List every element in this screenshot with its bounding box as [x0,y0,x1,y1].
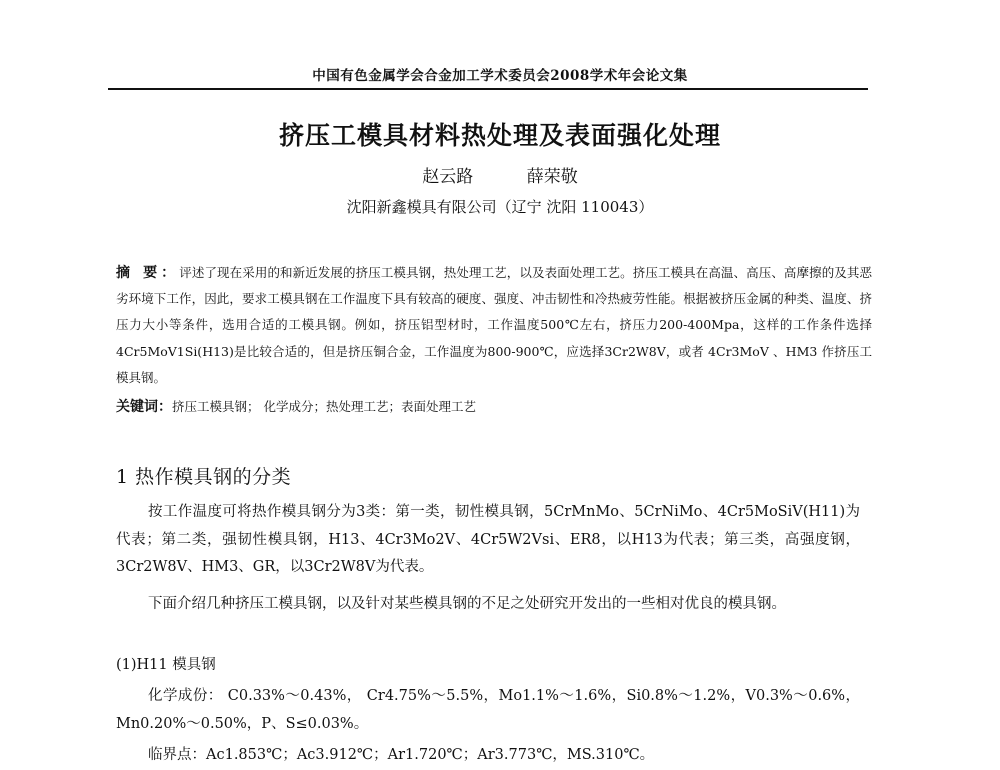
header-rule [108,88,868,90]
section-heading: 1 热作模具钢的分类 [116,466,292,488]
subsection-heading: (1)H11 模具钢 [116,657,216,673]
keywords-label: 关键词： [116,399,172,415]
running-header: 中国有色金属学会合金加工学术委员会2008学术年会论文集 [312,68,688,84]
author-name: 赵云路 [422,167,474,187]
author-name: 薛荣敬 [526,167,578,187]
abstract [116,260,872,391]
paragraph: 临界点：Ac1.853℃；Ac3.912℃；Ar1.720℃；Ar3.773℃，MS.310℃。 [148,747,655,763]
abstract-text: 评述了现在采用的和新近发展的挤压工模具钢，热处理工艺，以及表面处理工艺。挤压工模具在高温、高压、高摩擦的及其恶劣环境下工作，因此，要求工模具钢在工作温度下具有较高的硬度、强度、冲击韧性和冷热疲劳性能。根据被挤压金属的种类、温度、挤压力大小等条件，选用合适的工模具钢。例如，挤压铝型材时，工作温度500℃左右，挤压力200-400Mpa，这样的工作条件选择4Cr5MoV1Si(H13)是比较合适的，但是挤压铜合金，工作温度为800-900℃，应选择3Cr2W8V，或者 4Cr3MoV 、HM3 作挤压工模具钢。 [116,265,872,385]
paragraph: 化学成份： C0.33%～0.43%， Cr4.75%～5.5%，Mo1.1%～1.6%，Si0.8%～1.2%，V0.3%～0.6%，Mn0.20%～0.50%，P、S≤0.03%。 [116,688,860,732]
paragraph: 按工作温度可将热作模具钢分为3类：第一类，韧性模具钢，5CrMnMo、5CrNiMo、4Cr5MoSiV(H11)为代表；第二类，强韧性模具钢，H13、4Cr3Mo2V、4Cr5W2Vsi、ER8，以H13为代表；第三类，高强度钢，3Cr2W8V、HM3、GR，以3Cr2W8V为代表。 [116,504,860,575]
paragraph: 下面介绍几种挤压工模具钢，以及针对某些模具钢的不足之处研究开发出的一些相对优良的模具钢。 [148,596,786,612]
abstract-label: 摘 要： [116,265,180,281]
affiliation: 沈阳新鑫模具有限公司（辽宁 沈阳 110043） [346,198,654,216]
keywords-text: 挤压工模具钢； 化学成分；热处理工艺；表面处理工艺 [172,399,476,414]
paper-title: 挤压工模具材料热处理及表面强化处理 [278,121,721,150]
author-list [0,162,1000,187]
keywords [116,396,872,418]
